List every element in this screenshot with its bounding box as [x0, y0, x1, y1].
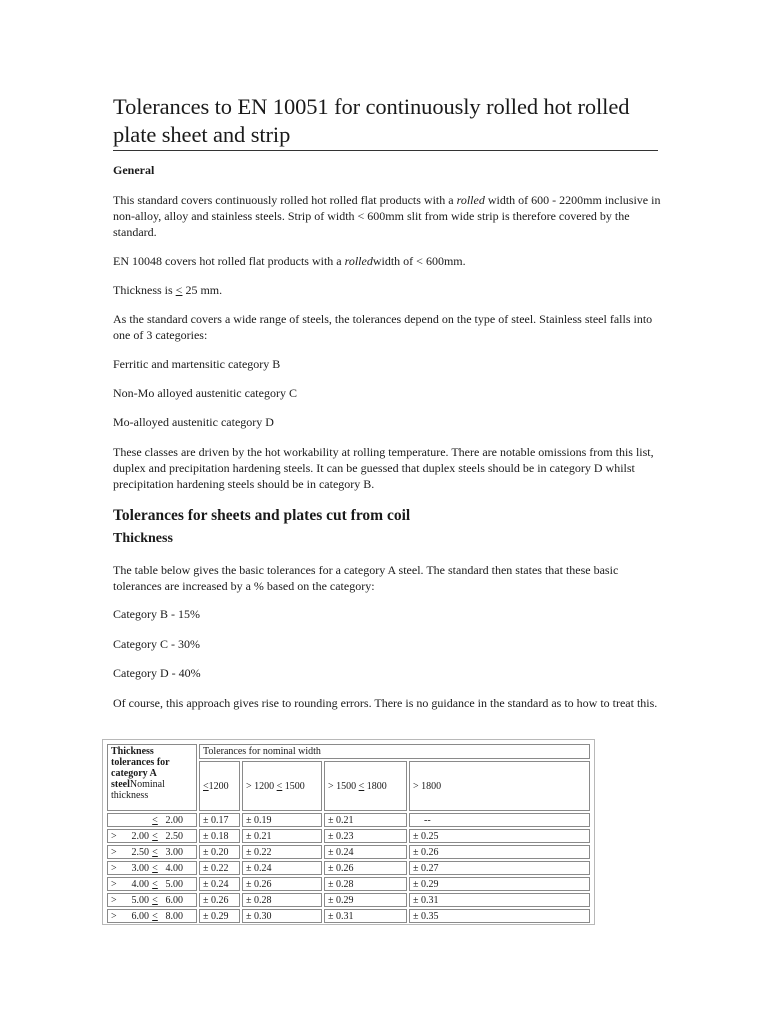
col-header-2 — [242, 761, 322, 811]
col-header-3-text-a: > 1500 — [328, 780, 359, 792]
table-row — [107, 813, 590, 827]
tolerance-cell: ± 0.28 — [242, 893, 322, 907]
tolerance-cell: ± 0.29 — [324, 893, 407, 907]
thickness-range-cell — [107, 909, 197, 923]
range-le-symbol: < — [152, 878, 158, 890]
tolerance-cell: ± 0.29 — [409, 877, 590, 891]
tolerance-cell: ± 0.22 — [199, 861, 240, 875]
table-header-row — [107, 744, 590, 759]
col-header-1-text: 1200 — [208, 780, 229, 792]
range-le-symbol: < — [152, 814, 158, 826]
tolerance-cell: ± 0.26 — [409, 845, 590, 859]
range-low: 2.50 — [131, 846, 149, 858]
range-prefix: > — [111, 830, 117, 842]
tolerance-cell: ± 0.28 — [324, 877, 407, 891]
tolerance-cell: ± 0.20 — [199, 845, 240, 859]
tolerance-cell: ± 0.22 — [242, 845, 322, 859]
section-heading-sheets-plates: Tolerances for sheets and plates cut from coil — [113, 507, 411, 524]
range-prefix: > — [111, 862, 117, 874]
col-header-1 — [199, 761, 240, 811]
range-high: 6.00 — [165, 894, 183, 906]
paragraph-en10048 — [113, 253, 661, 269]
paragraph-categories-intro: As the standard covers a wide range of steels, the tolerances depend on the type of steel. Stainless steel falls into one of 3 categories: — [113, 312, 653, 342]
tolerance-cell: ± 0.24 — [324, 845, 407, 859]
col-header-2-text-a: > 1200 — [246, 780, 277, 792]
table-row — [107, 861, 590, 875]
tolerance-cell: -- — [409, 813, 590, 827]
page-title: Tolerances to EN 10051 for continuously rolled hot rolled plate sheet and strip — [113, 93, 658, 151]
range-high: 8.00 — [165, 910, 183, 922]
tolerance-cell: ± 0.31 — [409, 893, 590, 907]
table-body — [107, 813, 590, 923]
range-low: 6.00 — [131, 910, 149, 922]
paragraph-en10048-text-b: width of < 600mm. — [372, 254, 466, 268]
col-header-1-symbol: < — [203, 780, 209, 792]
range-low: 2.00 — [131, 830, 149, 842]
tolerance-table — [105, 742, 592, 925]
corner-header-bold: Thickness tolerances for category A steel — [111, 746, 170, 790]
thickness-range-cell — [107, 861, 197, 875]
tolerance-cell: ± 0.30 — [242, 909, 322, 923]
tolerance-cell: ± 0.21 — [242, 829, 322, 843]
col-header-2-text-b: 1500 — [282, 780, 305, 792]
paragraph-scope-text-b: width of 600 - 2200mm inclusive in non-alloy, alloy and stainless steels. Strip of width < 600mm slit from wide strip is therefore covered by the standard. — [113, 193, 661, 239]
thickness-limit-text-a: Thickness is — [113, 283, 176, 297]
category-d-increase: Category D - 40% — [113, 666, 201, 680]
paragraph-thickness-limit — [113, 282, 661, 298]
thickness-limit-text-b: 25 mm. — [182, 283, 223, 297]
tolerance-cell: ± 0.26 — [199, 893, 240, 907]
tolerance-cell: ± 0.27 — [409, 861, 590, 875]
thickness-range-cell — [107, 829, 197, 843]
paragraph-category-d: Mo-alloyed austenitic category D — [113, 415, 274, 429]
range-high: 4.00 — [165, 862, 183, 874]
col-header-3-symbol: < — [358, 780, 365, 792]
range-low: 5.00 — [131, 894, 149, 906]
range-le-symbol: < — [152, 830, 158, 842]
thickness-limit-symbol: < — [175, 283, 183, 297]
general-heading: General — [113, 163, 155, 177]
tolerance-cell: ± 0.25 — [409, 829, 590, 843]
range-high: 2.00 — [165, 814, 183, 826]
table-row — [107, 909, 590, 923]
category-b-increase: Category B - 15% — [113, 607, 200, 621]
thickness-range-cell — [107, 813, 197, 827]
range-high: 2.50 — [165, 830, 183, 842]
range-prefix: > — [111, 846, 117, 858]
category-c-increase: Category C - 30% — [113, 637, 200, 651]
table-row — [107, 829, 590, 843]
table-row — [107, 845, 590, 859]
tolerance-cell: ± 0.29 — [199, 909, 240, 923]
tolerance-cell: ± 0.24 — [199, 877, 240, 891]
tolerance-cell: ± 0.23 — [324, 829, 407, 843]
range-high: 5.00 — [165, 878, 183, 890]
paragraph-scope — [113, 192, 661, 240]
subsection-heading-thickness: Thickness — [113, 531, 173, 546]
paragraph-scope-emphasis: rolled — [456, 193, 485, 207]
thickness-range-cell — [107, 845, 197, 859]
paragraph-rounding: Of course, this approach gives rise to rounding errors. There is no guidance in the standard as to how to treat this. — [113, 696, 658, 710]
tolerance-cell: ± 0.21 — [324, 813, 407, 827]
range-le-symbol: < — [152, 910, 158, 922]
tolerance-cell: ± 0.17 — [199, 813, 240, 827]
tolerance-cell: ± 0.26 — [242, 877, 322, 891]
tolerance-cell: ± 0.19 — [242, 813, 322, 827]
table-row — [107, 893, 590, 907]
range-le-symbol: < — [152, 894, 158, 906]
paragraph-category-c: Non-Mo alloyed austenitic category C — [113, 386, 297, 400]
paragraph-scope-text-a: This standard covers continuously rolled hot rolled flat products with a — [113, 193, 457, 207]
range-high: 3.00 — [165, 846, 183, 858]
tolerance-cell: ± 0.35 — [409, 909, 590, 923]
col-header-3-text-b: 1800 — [364, 780, 387, 792]
tolerance-table-frame — [102, 739, 595, 925]
paragraph-table-intro: The table below gives the basic tolerances for a category A steel. The standard then states that these basic tolerances are increased by a % based on the category: — [113, 563, 619, 593]
range-prefix: > — [111, 878, 117, 890]
tolerance-cell: ± 0.31 — [324, 909, 407, 923]
group-header-cell: Tolerances for nominal width — [199, 744, 590, 759]
paragraph-en10048-emphasis: rolled — [344, 254, 373, 268]
col-header-4: > 1800 — [409, 761, 590, 811]
tolerance-cell: ± 0.24 — [242, 861, 322, 875]
paragraph-en10048-text-a: EN 10048 covers hot rolled flat products with a — [113, 254, 345, 268]
col-header-2-symbol: < — [276, 780, 283, 792]
tolerance-cell: ± 0.26 — [324, 861, 407, 875]
range-prefix: > — [111, 894, 117, 906]
range-low: 4.00 — [131, 878, 149, 890]
paragraph-category-b: Ferritic and martensitic category B — [113, 357, 281, 371]
table-row — [107, 877, 590, 891]
range-low: 3.00 — [131, 862, 149, 874]
col-header-3 — [324, 761, 407, 811]
range-le-symbol: < — [152, 862, 158, 874]
corner-header-normal: Nominal thickness — [111, 779, 165, 801]
range-le-symbol: < — [152, 846, 158, 858]
thickness-range-cell — [107, 877, 197, 891]
paragraph-hot-workability: These classes are driven by the hot workability at rolling temperature. There are notable omissions from this list, duplex and precipitation hardening steels. It can be guessed that duplex steels should be in category D whilst precipitation hardening steels should be in category B. — [113, 445, 654, 491]
corner-header-cell — [107, 744, 197, 811]
range-prefix: > — [111, 910, 117, 922]
thickness-range-cell — [107, 893, 197, 907]
tolerance-cell: ± 0.18 — [199, 829, 240, 843]
